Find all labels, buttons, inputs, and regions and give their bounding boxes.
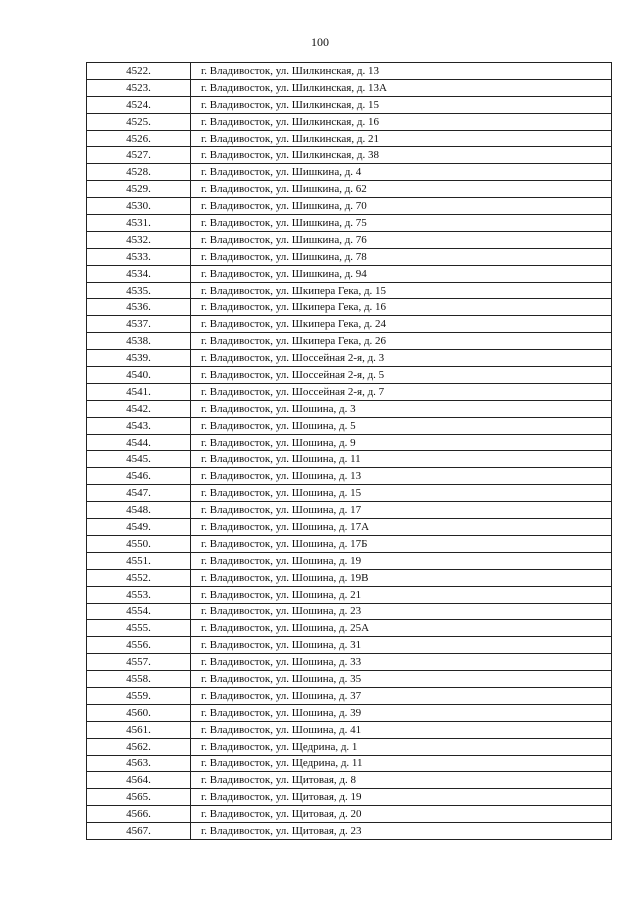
row-address: г. Владивосток, ул. Шкипера Гека, д. 15 <box>191 282 612 299</box>
table-row <box>87 417 612 434</box>
row-number: 4522. <box>87 63 191 80</box>
row-address: г. Владивосток, ул. Шошина, д. 33 <box>191 654 612 671</box>
table-row <box>87 215 612 232</box>
row-number: 4526. <box>87 130 191 147</box>
table-row <box>87 350 612 367</box>
row-address: г. Владивосток, ул. Шишкина, д. 94 <box>191 265 612 282</box>
table-row <box>87 231 612 248</box>
address-table-body <box>87 63 612 840</box>
row-number: 4538. <box>87 333 191 350</box>
row-address: г. Владивосток, ул. Шошина, д. 15 <box>191 485 612 502</box>
row-number: 4534. <box>87 265 191 282</box>
row-address: г. Владивосток, ул. Шилкинская, д. 21 <box>191 130 612 147</box>
row-address: г. Владивосток, ул. Шилкинская, д. 16 <box>191 113 612 130</box>
table-row <box>87 552 612 569</box>
row-number: 4535. <box>87 282 191 299</box>
row-number: 4566. <box>87 806 191 823</box>
row-address: г. Владивосток, ул. Шошина, д. 19В <box>191 569 612 586</box>
row-number: 4552. <box>87 569 191 586</box>
row-number: 4543. <box>87 417 191 434</box>
table-row <box>87 519 612 536</box>
row-number: 4549. <box>87 519 191 536</box>
table-row <box>87 535 612 552</box>
row-address: г. Владивосток, ул. Шилкинская, д. 15 <box>191 96 612 113</box>
table-row <box>87 248 612 265</box>
table-row <box>87 738 612 755</box>
row-address: г. Владивосток, ул. Щедрина, д. 11 <box>191 755 612 772</box>
row-address: г. Владивосток, ул. Шишкина, д. 78 <box>191 248 612 265</box>
row-number: 4560. <box>87 704 191 721</box>
table-row <box>87 721 612 738</box>
row-address: г. Владивосток, ул. Шошина, д. 13 <box>191 468 612 485</box>
row-number: 4567. <box>87 823 191 840</box>
table-row <box>87 367 612 384</box>
table-row <box>87 147 612 164</box>
row-address: г. Владивосток, ул. Шишкина, д. 75 <box>191 215 612 232</box>
row-number: 4547. <box>87 485 191 502</box>
row-number: 4559. <box>87 687 191 704</box>
row-number: 4531. <box>87 215 191 232</box>
row-address: г. Владивосток, ул. Шошина, д. 17Б <box>191 535 612 552</box>
row-number: 4530. <box>87 198 191 215</box>
table-row <box>87 637 612 654</box>
row-number: 4542. <box>87 400 191 417</box>
row-number: 4546. <box>87 468 191 485</box>
row-address: г. Владивосток, ул. Шоссейная 2-я, д. 3 <box>191 350 612 367</box>
row-address: г. Владивосток, ул. Шкипера Гека, д. 26 <box>191 333 612 350</box>
row-address: г. Владивосток, ул. Шошина, д. 3 <box>191 400 612 417</box>
table-row <box>87 755 612 772</box>
row-number: 4558. <box>87 671 191 688</box>
row-address: г. Владивосток, ул. Щитовая, д. 19 <box>191 789 612 806</box>
row-address: г. Владивосток, ул. Шошина, д. 17А <box>191 519 612 536</box>
row-number: 4551. <box>87 552 191 569</box>
table-row <box>87 333 612 350</box>
row-address: г. Владивосток, ул. Шошина, д. 21 <box>191 586 612 603</box>
table-row <box>87 265 612 282</box>
table-row <box>87 620 612 637</box>
table-row <box>87 96 612 113</box>
address-table <box>86 62 612 840</box>
row-number: 4527. <box>87 147 191 164</box>
row-number: 4562. <box>87 738 191 755</box>
row-number: 4524. <box>87 96 191 113</box>
row-number: 4557. <box>87 654 191 671</box>
row-number: 4561. <box>87 721 191 738</box>
table-row <box>87 383 612 400</box>
row-address: г. Владивосток, ул. Щитовая, д. 8 <box>191 772 612 789</box>
table-row <box>87 823 612 840</box>
row-number: 4529. <box>87 181 191 198</box>
row-address: г. Владивосток, ул. Шошина, д. 19 <box>191 552 612 569</box>
page-number: 100 <box>311 35 329 49</box>
row-number: 4541. <box>87 383 191 400</box>
table-row <box>87 400 612 417</box>
table-row <box>87 687 612 704</box>
row-number: 4548. <box>87 502 191 519</box>
table-row <box>87 130 612 147</box>
row-number: 4528. <box>87 164 191 181</box>
row-address: г. Владивосток, ул. Шошина, д. 9 <box>191 434 612 451</box>
table-row <box>87 485 612 502</box>
row-address: г. Владивосток, ул. Шошина, д. 35 <box>191 671 612 688</box>
table-row <box>87 63 612 80</box>
row-number: 4544. <box>87 434 191 451</box>
row-address: г. Владивосток, ул. Шоссейная 2-я, д. 5 <box>191 367 612 384</box>
row-number: 4536. <box>87 299 191 316</box>
table-row <box>87 79 612 96</box>
row-number: 4553. <box>87 586 191 603</box>
row-number: 4556. <box>87 637 191 654</box>
row-number: 4532. <box>87 231 191 248</box>
row-address: г. Владивосток, ул. Шкипера Гека, д. 24 <box>191 316 612 333</box>
table-row <box>87 671 612 688</box>
table-row <box>87 113 612 130</box>
row-address: г. Владивосток, ул. Шишкина, д. 76 <box>191 231 612 248</box>
table-row <box>87 502 612 519</box>
row-number: 4565. <box>87 789 191 806</box>
row-address: г. Владивосток, ул. Шошина, д. 5 <box>191 417 612 434</box>
table-row <box>87 282 612 299</box>
row-address: г. Владивосток, ул. Шошина, д. 37 <box>191 687 612 704</box>
row-address: г. Владивосток, ул. Щитовая, д. 23 <box>191 823 612 840</box>
row-number: 4525. <box>87 113 191 130</box>
row-number: 4554. <box>87 603 191 620</box>
table-row <box>87 586 612 603</box>
table-row <box>87 772 612 789</box>
table-row <box>87 789 612 806</box>
table-row <box>87 806 612 823</box>
row-number: 4555. <box>87 620 191 637</box>
row-number: 4523. <box>87 79 191 96</box>
table-row <box>87 468 612 485</box>
row-address: г. Владивосток, ул. Шилкинская, д. 13 <box>191 63 612 80</box>
row-number: 4539. <box>87 350 191 367</box>
row-number: 4563. <box>87 755 191 772</box>
row-address: г. Владивосток, ул. Шошина, д. 25А <box>191 620 612 637</box>
row-number: 4564. <box>87 772 191 789</box>
table-row <box>87 704 612 721</box>
table-row <box>87 451 612 468</box>
table-row <box>87 603 612 620</box>
table-row <box>87 164 612 181</box>
row-address: г. Владивосток, ул. Шишкина, д. 62 <box>191 181 612 198</box>
row-number: 4533. <box>87 248 191 265</box>
row-address: г. Владивосток, ул. Шошина, д. 39 <box>191 704 612 721</box>
row-address: г. Владивосток, ул. Шилкинская, д. 38 <box>191 147 612 164</box>
table-row <box>87 654 612 671</box>
row-number: 4550. <box>87 535 191 552</box>
row-address: г. Владивосток, ул. Шошина, д. 11 <box>191 451 612 468</box>
row-address: г. Владивосток, ул. Шошина, д. 23 <box>191 603 612 620</box>
row-address: г. Владивосток, ул. Шкипера Гека, д. 16 <box>191 299 612 316</box>
row-number: 4545. <box>87 451 191 468</box>
row-address: г. Владивосток, ул. Шоссейная 2-я, д. 7 <box>191 383 612 400</box>
table-row <box>87 299 612 316</box>
table-row <box>87 181 612 198</box>
row-address: г. Владивосток, ул. Шошина, д. 31 <box>191 637 612 654</box>
table-row <box>87 569 612 586</box>
row-address: г. Владивосток, ул. Шишкина, д. 70 <box>191 198 612 215</box>
row-address: г. Владивосток, ул. Щедрина, д. 1 <box>191 738 612 755</box>
row-number: 4540. <box>87 367 191 384</box>
row-address: г. Владивосток, ул. Шишкина, д. 4 <box>191 164 612 181</box>
row-address: г. Владивосток, ул. Шошина, д. 17 <box>191 502 612 519</box>
row-address: г. Владивосток, ул. Шилкинская, д. 13А <box>191 79 612 96</box>
row-address: г. Владивосток, ул. Шошина, д. 41 <box>191 721 612 738</box>
row-number: 4537. <box>87 316 191 333</box>
table-row <box>87 198 612 215</box>
table-row <box>87 316 612 333</box>
table-row <box>87 434 612 451</box>
row-address: г. Владивосток, ул. Щитовая, д. 20 <box>191 806 612 823</box>
